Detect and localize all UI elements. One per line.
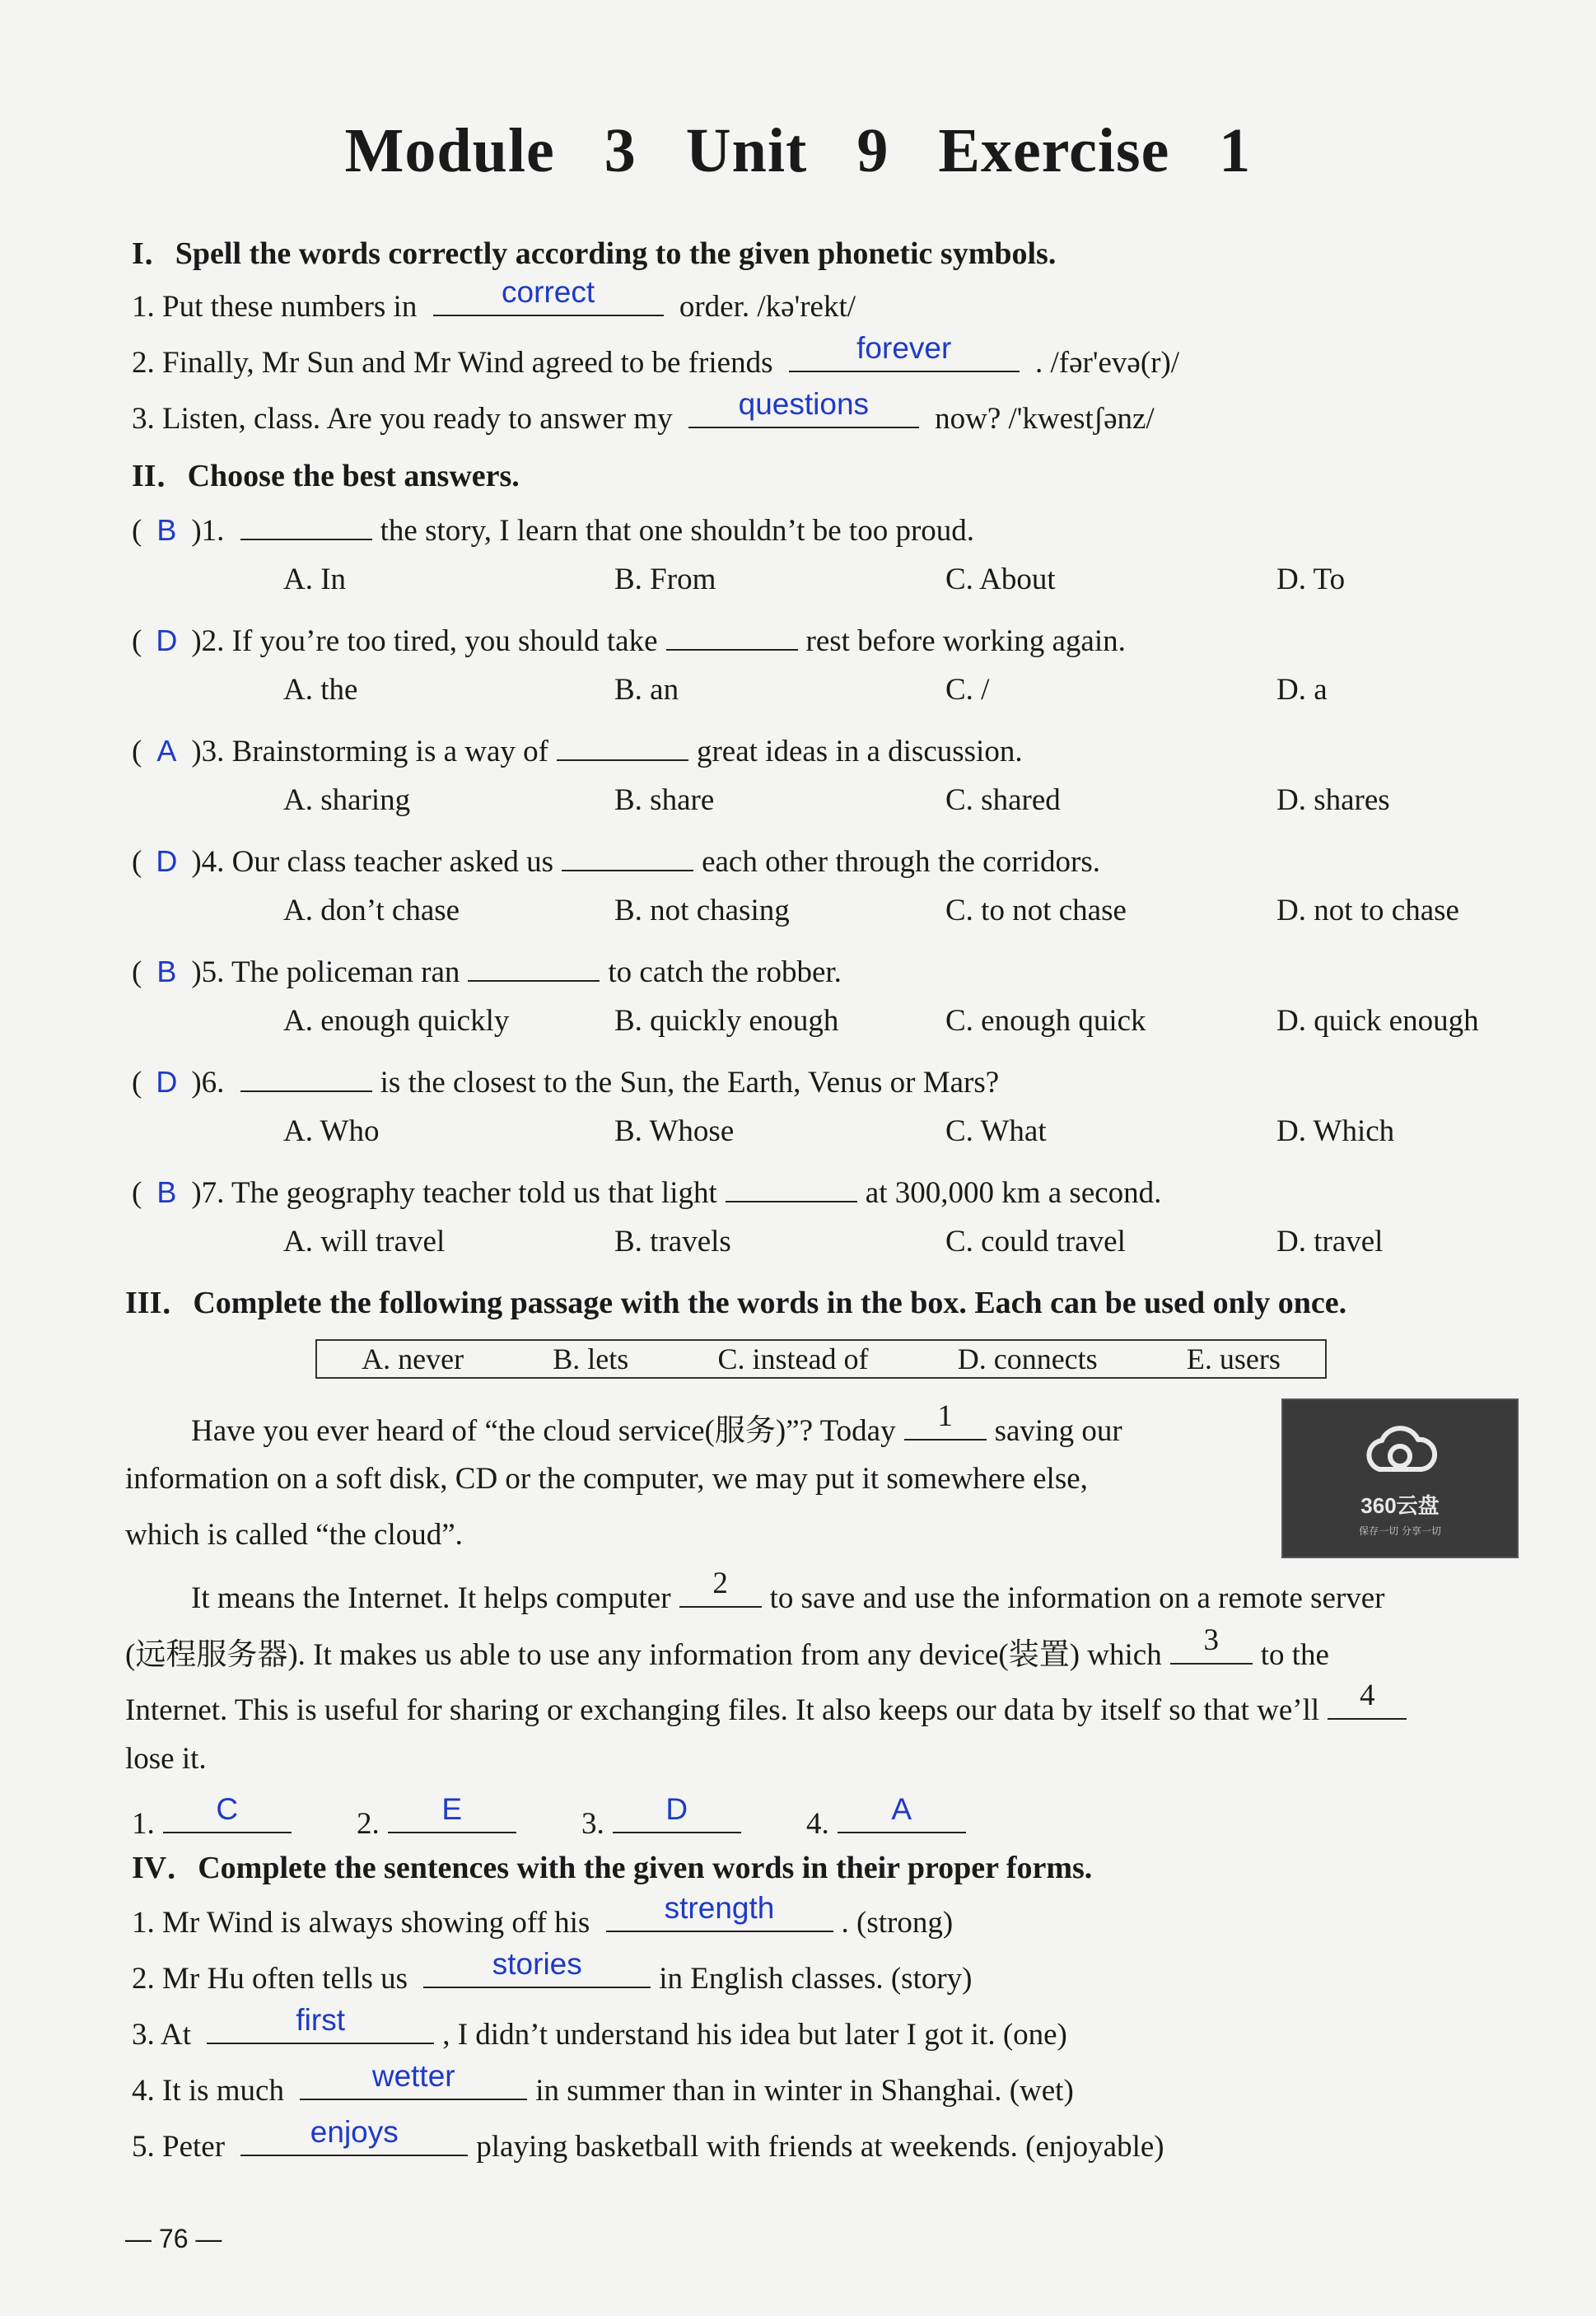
answer-blank[interactable]: strength — [606, 1898, 833, 1932]
mc-question-5: ( B )5. The policeman ran to catch the robber. — [132, 947, 842, 990]
passage-p2-line4: lose it. — [125, 1742, 207, 1776]
word-form-item-5: 5. Peter enjoys playing basketball with friends at weekends. (enjoyable) — [132, 2115, 1164, 2164]
question-blank — [557, 726, 688, 761]
option-d[interactable]: D. Which — [1276, 1114, 1395, 1148]
cloud-icon — [1359, 1418, 1441, 1484]
question-blank — [240, 506, 372, 540]
question-blank — [726, 1168, 857, 1202]
option-c[interactable]: C. to not chase — [945, 894, 1127, 927]
option-c[interactable]: C. enough quick — [945, 1004, 1146, 1038]
cloud-service-image — [1281, 1398, 1519, 1558]
word-form-item-4: 4. It is much wetter in summer than in winter in Shanghai. (wet) — [132, 2059, 1074, 2108]
answer-blank[interactable]: questions — [688, 394, 919, 428]
answer-blank[interactable]: first — [207, 2010, 434, 2044]
mc-question-3: ( A )3. Brainstorming is a way of great ideas in a discussion. — [132, 726, 1023, 769]
option-b[interactable]: B. From — [614, 563, 716, 596]
option-c[interactable]: C. What — [945, 1114, 1047, 1148]
box-word: C. instead of — [717, 1342, 869, 1375]
answer-blank[interactable]: wetter — [300, 2066, 527, 2100]
mc-question-4: ( D )4. Our class teacher asked us each other through the corridors. — [132, 837, 1100, 880]
box-word: B. lets — [553, 1342, 629, 1375]
box-word: A. never — [362, 1342, 464, 1375]
option-d[interactable]: D. To — [1276, 563, 1346, 596]
spell-item-1: 1. Put these numbers in correct order. /kə'rekt/ — [132, 275, 856, 324]
spell-item-2: 2. Finally, Mr Sun and Mr Wind agreed to be friends forever . /fər'evə(r)/ — [132, 331, 1180, 380]
answer-blank[interactable]: D — [613, 1799, 741, 1833]
option-a[interactable]: A. In — [283, 563, 347, 596]
question-blank — [240, 1058, 372, 1092]
passage-blank-4: 4 — [1328, 1685, 1407, 1720]
passage-blank-1: 1 — [904, 1406, 987, 1440]
passage-p2-line3: Internet. This is useful for sharing or exchanging files. It also keeps our data by itself so that we’ll 4 — [125, 1685, 1407, 1728]
answer-blank[interactable]: correct — [433, 282, 664, 316]
option-d[interactable]: D. travel — [1276, 1225, 1384, 1258]
question-blank — [562, 837, 693, 871]
option-c[interactable]: C. / — [945, 673, 990, 707]
answer-blank[interactable]: forever — [789, 338, 1020, 372]
page-title: Module 3 Unit 9 Exercise 1 — [344, 116, 1252, 185]
option-a[interactable]: A. Who — [283, 1114, 380, 1148]
word-box — [315, 1339, 1327, 1379]
answer-blank[interactable]: A — [838, 1799, 966, 1833]
section-3-heading: III．Complete the following passage with the words in the box. Each can be used only once. — [125, 1286, 1347, 1320]
word-form-item-1: 1. Mr Wind is always showing off his strength . (strong) — [132, 1891, 954, 1940]
option-d[interactable]: D. a — [1276, 673, 1328, 707]
passage-answers: 1. C 2. E 3. D 4. A — [132, 1799, 974, 1842]
spell-item-3: 3. Listen, class. Are you ready to answer my questions now? /'kwestʃənz/ — [132, 387, 1155, 436]
option-a[interactable]: A. sharing — [283, 783, 411, 817]
page-number: — 76 — — [125, 2224, 222, 2253]
mc-question-1: ( B )1. the story, I learn that one shouldn’t be too proud. — [132, 506, 974, 549]
answer-blank[interactable]: enjoys — [240, 2122, 468, 2156]
option-b[interactable]: B. an — [614, 673, 679, 707]
option-a[interactable]: A. the — [283, 673, 358, 707]
option-b[interactable]: B. travels — [614, 1225, 731, 1258]
option-c[interactable]: C. shared — [945, 783, 1061, 817]
option-b[interactable]: B. not chasing — [614, 894, 790, 927]
passage-p1-line2: information on a soft disk, CD or the computer, we may put it somewhere else, — [125, 1462, 1088, 1496]
question-blank — [666, 616, 798, 651]
brand-name: 360云盘 — [1360, 1493, 1440, 1518]
option-b[interactable]: B. quickly enough — [614, 1004, 839, 1038]
passage-p1-line3: which is called “the cloud”. — [125, 1518, 463, 1552]
mc-question-7: ( B )7. The geography teacher told us that light at 300,000 km a second. — [132, 1168, 1161, 1211]
option-d[interactable]: D. quick enough — [1276, 1004, 1479, 1038]
question-blank — [468, 947, 600, 982]
section-1-heading: I．Spell the words correctly according to the given phonetic symbols. — [132, 236, 1057, 271]
passage-p2-line2: (远程服务器). It makes us able to use any information from any device(装置) which 3 to the — [125, 1623, 1329, 1672]
section-4-heading: IV．Complete the sentences with the given words in their proper forms. — [132, 1851, 1093, 1885]
option-b[interactable]: B. share — [614, 783, 715, 817]
word-form-item-2: 2. Mr Hu often tells us stories in English classes. (story) — [132, 1947, 973, 1996]
passage-blank-3: 3 — [1170, 1630, 1253, 1665]
mc-question-2: ( D )2. If you’re too tired, you should take rest before working again. — [132, 616, 1126, 659]
section-2-heading: II．Choose the best answers. — [132, 459, 520, 493]
option-c[interactable]: C. could travel — [945, 1225, 1126, 1258]
option-c[interactable]: C. About — [945, 563, 1056, 596]
option-a[interactable]: A. don’t chase — [283, 894, 460, 927]
option-d[interactable]: D. not to chase — [1276, 894, 1459, 927]
word-form-item-3: 3. At first , I didn’t understand his idea but later I got it. (one) — [132, 2003, 1067, 2052]
option-a[interactable]: A. will travel — [283, 1225, 446, 1258]
answer-blank[interactable]: stories — [423, 1954, 651, 1988]
option-d[interactable]: D. shares — [1276, 783, 1390, 817]
box-word: E. users — [1186, 1342, 1281, 1375]
option-b[interactable]: B. Whose — [614, 1114, 735, 1148]
passage-blank-2: 2 — [679, 1573, 762, 1608]
option-a[interactable]: A. enough quickly — [283, 1004, 510, 1038]
passage-p2-line1: It means the Internet. It helps computer 2 to save and use the information on a remote server — [191, 1567, 1385, 1615]
box-word: D. connects — [957, 1342, 1098, 1375]
brand-slogan: 保存一切 分享一切 — [1359, 1525, 1441, 1537]
passage-p1-line1: Have you ever heard of “the cloud service(服务)”? Today 1 saving our — [191, 1399, 1122, 1448]
answer-blank[interactable]: E — [388, 1799, 516, 1833]
answer-blank[interactable]: C — [163, 1799, 292, 1833]
mc-question-6: ( D )6. is the closest to the Sun, the Earth, Venus or Mars? — [132, 1058, 999, 1100]
